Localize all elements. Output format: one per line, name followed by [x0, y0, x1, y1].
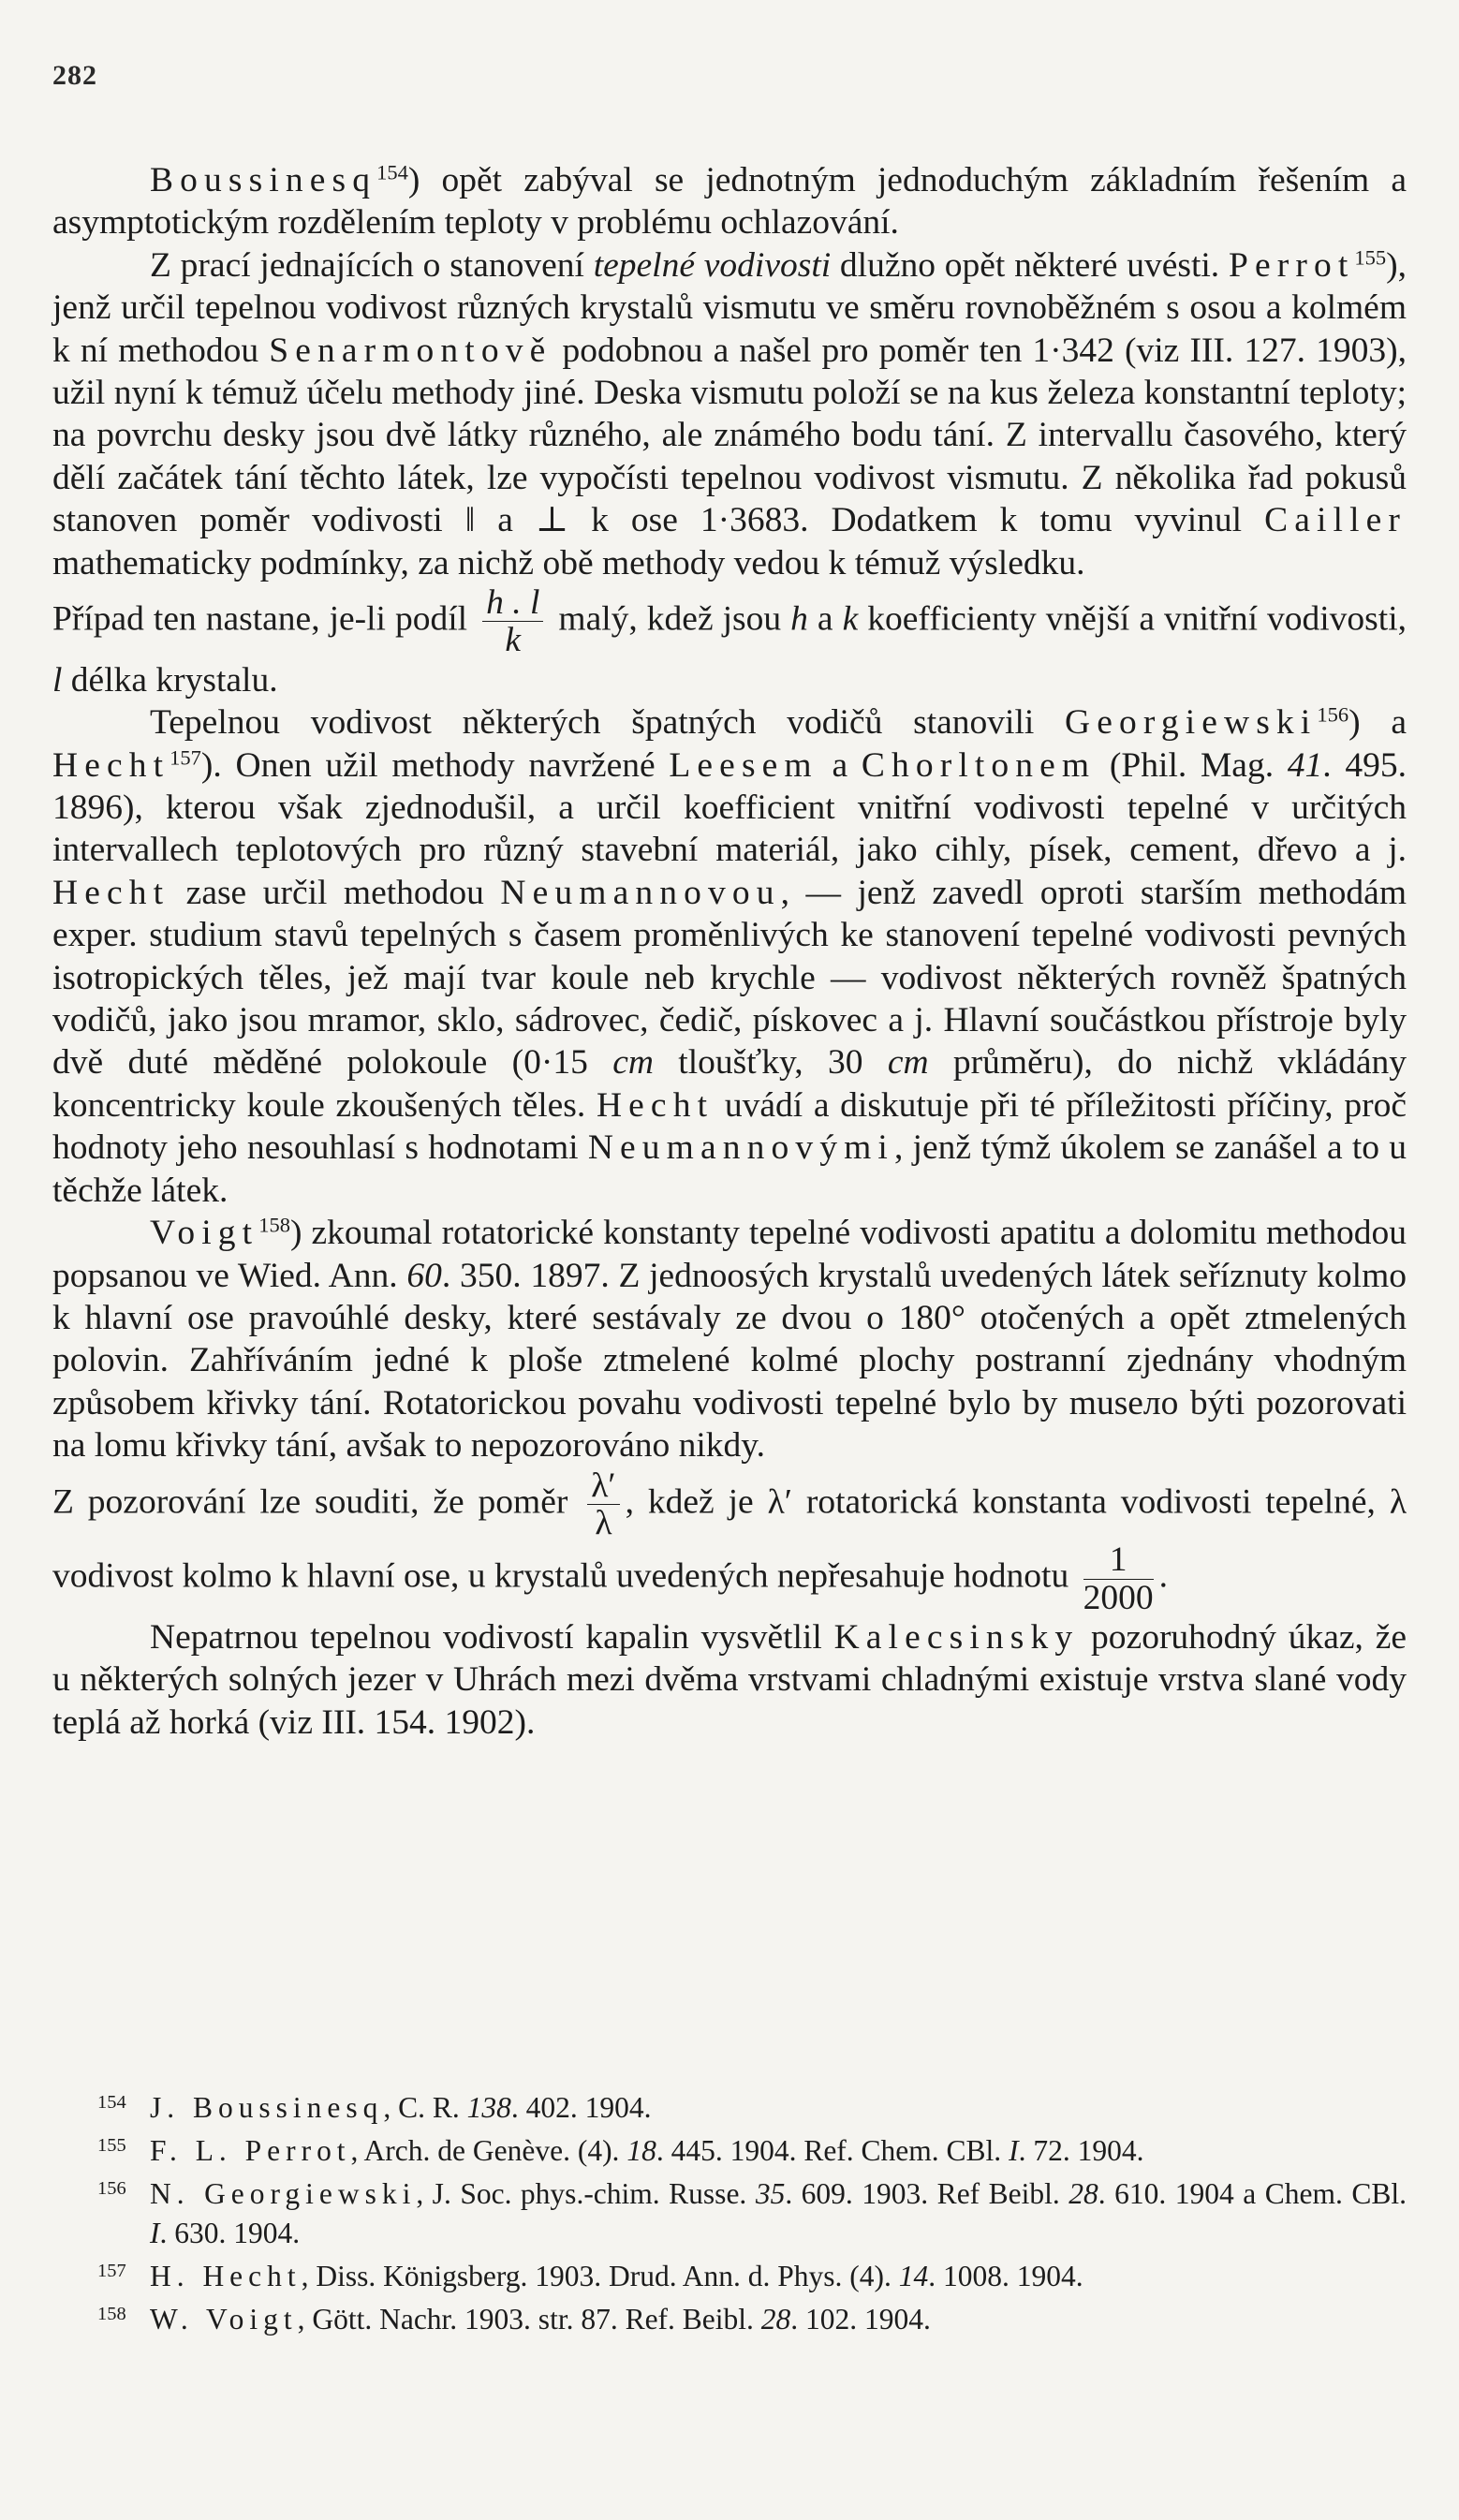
fraction-denominator: 2000	[1083, 1578, 1154, 1617]
text-run: a	[818, 745, 862, 785]
text-run: , — jenž zavedl oproti starším methodám exper. studium stavů tepelných s časem proměnlivých ke stanovení tepelné vodivosti pevných isotropických těles, jež mají tvar koule neb krychle — vodivost některých rovněž špatných vodičů, jako jsou mramor, sklo, sádrovec, čedič, pískovec a j. Hlavní součástkou přístroje byly dvě duté měděné polokoule (0·15	[52, 873, 1407, 1083]
text-run: . 102. 1904.	[790, 2303, 931, 2336]
text-run: Případ ten nastane, je-li podíl	[52, 599, 478, 639]
footnote-ref[interactable]: 155	[1354, 245, 1387, 270]
text-run: ) zkoumal rotatorické konstanty tepelné vodivosti apatitu a dolomitu methodou popsanou ve Wied. Ann.	[52, 1214, 1407, 1295]
text-run: dlužno opět některé uvésti.	[831, 245, 1229, 285]
text-run: tloušťky, 30	[653, 1043, 888, 1083]
text-run: , Diss. Königsberg. 1903. Drud. Ann. d. Phys. (4).	[301, 2259, 899, 2292]
volume-number: I	[150, 2216, 160, 2249]
author-name: Perrot	[1228, 245, 1355, 285]
text-run: podobnou a našel pro poměr ten 1·342 (viz III. 127. 1903), užil nyní k témuž účelu methody jiné. Deska vismutu položí se na kus železa konstantní teploty; na povrchu desky jsou dvě látky různého, ale známého bodu tání. Z intervallu časového, který dělí začátek tání těchto látek, lze vypočísti tepelnou vodivost vismutu. Z několika řad pokusů stanoven poměr vodivosti ‖ a ⊥ k ose 1·3683. Dodatkem k tomu vyvinul	[52, 331, 1407, 540]
text-run: . 72. 1904.	[1018, 2134, 1144, 2168]
text-run: . 609. 1903. Ref Beibl.	[785, 2177, 1069, 2211]
text-run: . 445. 1904. Ref. Chem. CBl.	[656, 2134, 1010, 2168]
text-run: vodivost kolmo k hlavní ose, u krystalů uvedených nepřesahuje hodnotu	[52, 1556, 1078, 1596]
text-run: . 610. 1904 a Chem. CBl.	[1098, 2177, 1407, 2211]
volume-number: 18	[626, 2134, 656, 2168]
fraction-hl-over-k	[482, 584, 543, 659]
volume-number: 60	[406, 1256, 442, 1295]
author-name: Neumannovou	[500, 873, 781, 912]
volume-number: 138	[466, 2091, 511, 2125]
symbol-k: k	[842, 599, 859, 639]
text-run: . 402. 1904.	[510, 2091, 652, 2125]
paragraph-boussinesq	[52, 159, 1407, 244]
volume-number: 35	[755, 2177, 786, 2211]
footnote-mark: 157	[97, 2260, 126, 2281]
text-run: mathematicky podmínky, za nichž obě methody vedou k témuž výsledku.	[52, 543, 1085, 582]
footnote-mark: 155	[97, 2135, 126, 2157]
paragraph-text: ) opět zabýval se jednotným jednoduchým základním řešením a asymptotickým rozdělením teploty v problému ochlazování.	[52, 161, 1407, 243]
text-run: , jenž týmž úkolem se zanášel a to u těchže látek.	[52, 1128, 1407, 1210]
author-name: Hecht	[52, 873, 170, 912]
author-name: Neumannovými	[587, 1128, 894, 1168]
text-run: .	[1158, 1556, 1168, 1596]
text-run: , J. Soc. phys.-chim. Russe.	[416, 2177, 756, 2211]
fraction-denominator: λ	[595, 1503, 612, 1542]
volume-number: I	[1009, 2134, 1019, 2168]
text-run: (Phil. Mag.	[1096, 745, 1288, 785]
fraction-numerator: 1	[1083, 1541, 1154, 1579]
fraction-denominator: k	[505, 621, 522, 660]
text-run: Z prací jednajících o stanovení	[150, 245, 594, 285]
author-name: Cailler	[1264, 501, 1407, 540]
fraction-numerator: h . l	[482, 584, 543, 622]
footnote-158	[52, 2295, 1407, 2338]
paragraph-ratio	[52, 1467, 1407, 1617]
author-name: Kalecsinsky	[833, 1618, 1080, 1658]
text-run: Nepatrnou tepelnou vodivostí kapalin vysvětlil	[150, 1618, 834, 1658]
footnote-154	[52, 2084, 1407, 2127]
text-run: pozoruhodný úkaz, že u některých solných jezer v Uhrách mezi dvěma vrstvami chladnými existuje vrstva slané vody teplá až horká (viz III. 154. 1902).	[52, 1618, 1407, 1742]
text-run: zase určil methodou	[169, 873, 501, 912]
page-number: 282	[52, 60, 97, 91]
footnotes	[52, 2084, 1407, 2338]
paragraph-voigt	[52, 1212, 1407, 1466]
footnote-156	[52, 2170, 1407, 2251]
text-run: . 630. 1904.	[159, 2216, 301, 2249]
footnote-author: H. Hecht	[150, 2259, 302, 2292]
text-run: . 1008. 1904.	[928, 2259, 1083, 2292]
author-name: Boussinesq	[150, 161, 377, 199]
text-run: . 350. 1897. Z jednoosých krystalů uvedených látek seříznuty kolmo k hlavní ose pravoúhlé desky, které sestávaly ze dvou o 180° otočených a opět ztmelených polovin. Zahříváním jedné k ploše ztmelené kolmé plochy postranní zjednány vhodným způsobem křivky tání. Rotatorickou povahu vodivosti tepelné bylo by musело býti pozorovati na lomu křivky tání, avšak to nepozorováno nikdy.	[52, 1256, 1407, 1466]
volume-number: 14	[898, 2259, 929, 2292]
text-run: průměru), do nichž vkládány koncentricky koule zkoušených těles.	[52, 1043, 1407, 1125]
text-run: malý, kdež jsou	[549, 599, 791, 639]
footnote-author: W. Voigt	[150, 2303, 298, 2336]
text-run: a	[807, 599, 843, 639]
paragraph-georgiewski-hecht	[52, 701, 1407, 1212]
text-run: koefficienty vnější a vnitřní vodivosti,	[858, 599, 1407, 639]
symbol-lambda: λ	[1389, 1482, 1407, 1522]
text-run: délka krystalu.	[62, 660, 278, 700]
body-text	[52, 159, 1407, 1744]
text-run: ) a	[1348, 703, 1407, 743]
footnote-author: N. Georgiewski	[150, 2177, 417, 2211]
footnote-ref[interactable]: 156	[1317, 702, 1349, 727]
text-run: Z pozorování lze souditi, že poměr	[52, 1482, 582, 1522]
text-run: , C. R.	[383, 2091, 467, 2125]
volume-number: 41	[1287, 745, 1323, 785]
symbol-h: h	[790, 599, 808, 639]
fraction-numerator: λ′	[587, 1467, 619, 1505]
footnote-mark: 154	[97, 2092, 126, 2113]
author-name: Hecht	[596, 1085, 715, 1125]
author-name: Georgiewski	[1065, 703, 1318, 743]
author-name: Voigt	[150, 1214, 259, 1253]
text-run: rotatorická konstanta vodivosti tepelné,	[791, 1482, 1390, 1522]
text-run: . 495. 1896), kterou však zjednodušil, a určil koefficient vnitřní vodivosti tepelné v určitých intervallech teplotových pro různý stavební materiál, jako cihly, písek, cement, dřevo a j.	[52, 745, 1407, 870]
author-name: Leesem	[669, 745, 818, 785]
footnote-ref[interactable]: 157	[169, 745, 201, 770]
footnote-ref[interactable]: 158	[258, 1213, 290, 1237]
paragraph-kalecsinsky	[52, 1616, 1407, 1744]
fraction-one-over-2000	[1083, 1541, 1154, 1616]
footnote-mark: 156	[97, 2178, 126, 2200]
symbol-l: l	[52, 660, 63, 700]
footnote-author: F. L. Perrot	[150, 2134, 351, 2168]
unit: cm	[887, 1043, 929, 1083]
author-name: Chorltonem	[861, 745, 1097, 785]
text-run: Tepelnou vodivost některých špatných vodičů stanovili	[150, 703, 1066, 743]
text-run: , Gött. Nachr. 1903. str. 87. Ref. Beibl.	[297, 2303, 761, 2336]
volume-number: 28	[760, 2303, 791, 2336]
author-name: Senarmontově	[269, 331, 553, 370]
text-run: ), jenž určil tepelnou vodivost různých krystalů vismutu ve směru rovnoběžném s osou a kolmém k ní methodou	[52, 245, 1407, 370]
text-run: ). Onen užil methody navržené	[200, 745, 670, 785]
paragraph-condition	[52, 584, 1407, 701]
footnote-155	[52, 2127, 1407, 2170]
fraction-lambda-ratio	[587, 1467, 619, 1542]
unit: cm	[612, 1043, 654, 1083]
footnote-ref[interactable]: 154	[376, 160, 408, 184]
footnote-author: J. Boussinesq	[150, 2091, 384, 2125]
author-name: Hecht	[52, 745, 170, 785]
volume-number: 28	[1068, 2177, 1098, 2211]
text-run: uvádí a diskutuje při té příležitosti příčiny, proč hodnoty jeho nesouhlasí s hodnotami	[52, 1085, 1407, 1168]
footnote-mark: 158	[97, 2303, 126, 2324]
emphasized-term: tepelné vodivosti	[593, 245, 832, 285]
footnote-157	[52, 2252, 1407, 2295]
symbol-lambda-prime: λ′	[767, 1482, 792, 1522]
text-run: , kdež je	[625, 1482, 768, 1522]
text-run: , Arch. de Genève. (4).	[350, 2134, 627, 2168]
paragraph-perrot	[52, 244, 1407, 584]
